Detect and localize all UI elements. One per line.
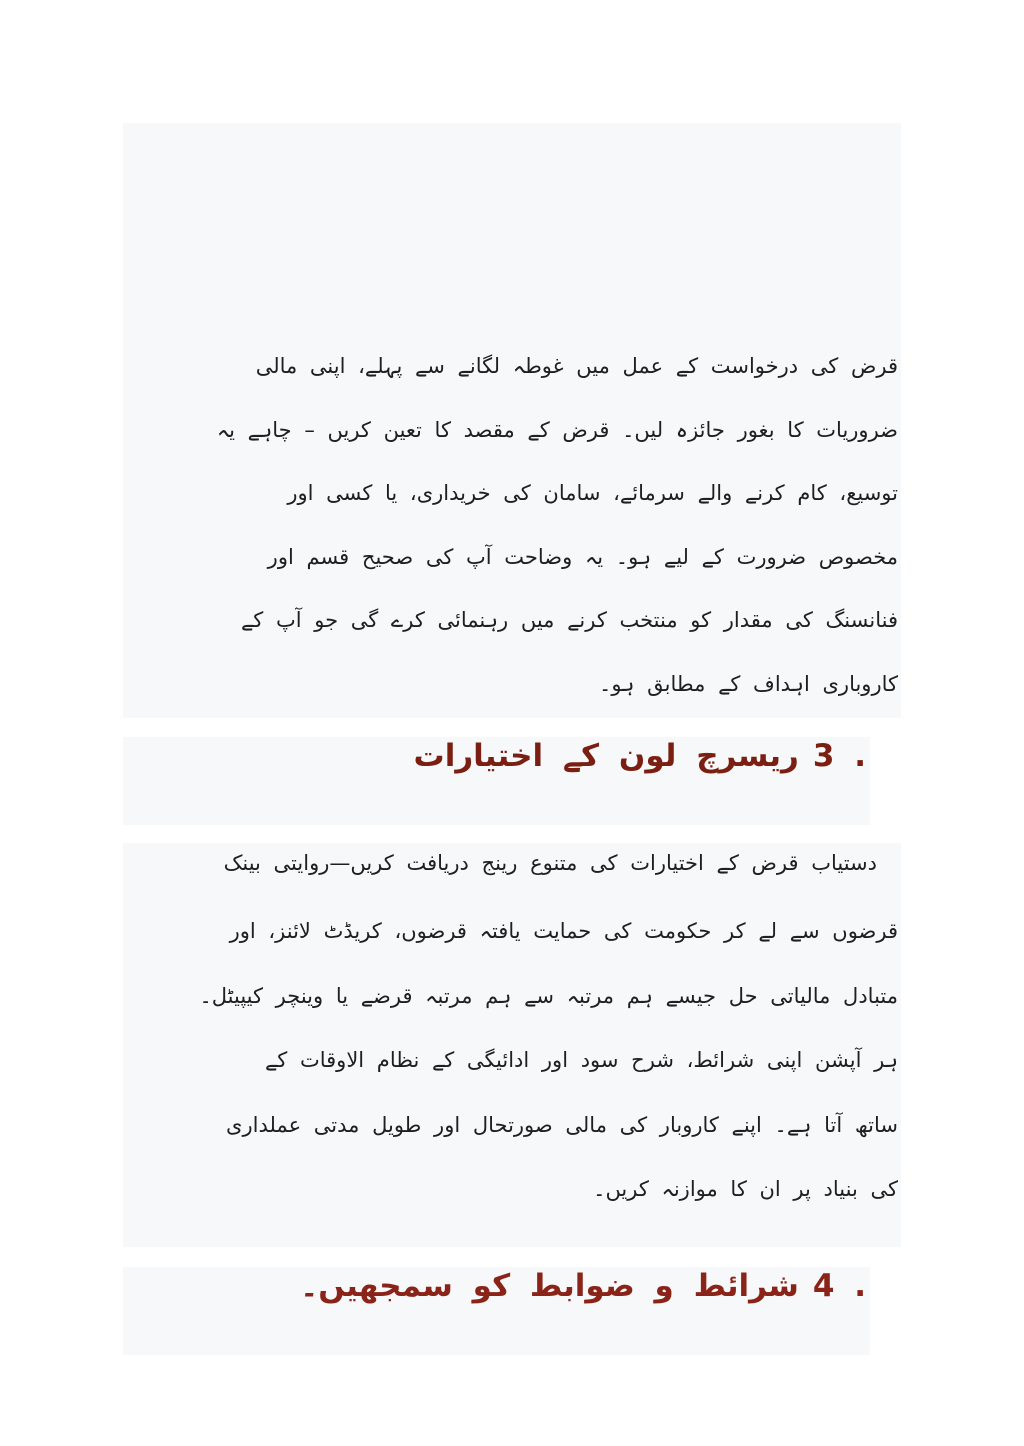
paragraph-line: کی بنیاد پر ان کا موازنہ کریں۔ [593, 1177, 898, 1201]
section-title: ریسرچ لون کے اختیارات [413, 738, 799, 774]
paragraph-line: قرض کی درخواست کے عمل میں غوطہ لگانے سے پہلے، اپنی مالی [255, 354, 898, 378]
paragraph-line: ضروریات کا بغور جائزہ لیں۔ قرض کے مقصد کا تعین کریں – چاہے یہ [216, 417, 898, 442]
section-4-heading [300, 1267, 866, 1305]
section-3-paragraph-block [123, 843, 901, 1247]
paragraph-line: کاروباری اہداف کے مطابق ہو۔ [599, 671, 898, 696]
intro-paragraph [217, 335, 898, 716]
section-3-paragraph [199, 843, 898, 1222]
paragraph-line: دستیاب قرض کے اختیارات کی متنوع رینج دریافت کریں—روایتی بینک [223, 851, 877, 875]
section-number: 3 . [812, 738, 866, 774]
section-title: شرائط و ضوابط کو سمجھیں۔ [300, 1268, 799, 1304]
paragraph-line: ساتھ آتا ہے۔ اپنے کاروبار کی مالی صورتحال اور طویل مدتی عملداری [226, 1112, 898, 1137]
section-4-heading-block [123, 1267, 870, 1355]
paragraph-line: ہر آپشن اپنی شرائط، شرح سود اور ادائیگی کے نظام الاوقات کے [265, 1048, 898, 1072]
paragraph-line: توسیع، کام کرنے والے سرمائے، سامان کی خریداری، یا کسی اور [287, 481, 898, 505]
section-3-heading-block [123, 737, 870, 825]
paragraph-line: قرضوں سے لے کر حکومت کی حمایت یافتہ قرضوں، کریڈٹ لائنز، اور [229, 919, 898, 943]
section-number: 4 . [812, 1268, 866, 1304]
paragraph-line: مخصوص ضرورت کے لیے ہو۔ یہ وضاحت آپ کی صحیح قسم اور [267, 544, 898, 569]
intro-paragraph-block [123, 123, 901, 718]
section-3-heading [414, 737, 866, 775]
paragraph-line: فنانسنگ کی مقدار کو منتخب کرنے میں رہنمائی کرے گی جو آپ کے [240, 608, 898, 632]
paragraph-line: متبادل مالیاتی حل جیسے ہم مرتبہ سے ہم مرتبہ قرضے یا وینچر کیپیٹل۔ [199, 983, 898, 1008]
